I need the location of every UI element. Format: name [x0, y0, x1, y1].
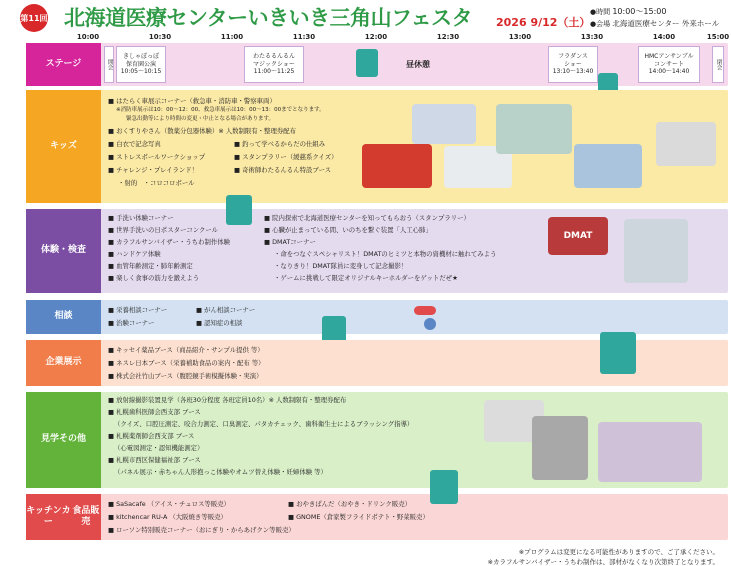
list-item: ■ 奇術師わたるんるん特設ブース — [234, 166, 332, 174]
dental-photo — [598, 422, 702, 482]
mascot-icon — [600, 332, 636, 374]
list-item: ■ スタンプラリー（緩慈系クイズ） — [234, 153, 338, 161]
tick: 12:00 — [364, 33, 388, 41]
tick: 13:00 — [508, 33, 532, 41]
footer-note: ※プログラムは変更になる可能性がありますので、ご了承ください。 — [518, 548, 719, 556]
list-item: ■ kitchencar RU-A （大阪焼き等販売） — [108, 513, 227, 521]
list-item: ■ GNOME（倉家製フライドポテト・野菜販売） — [288, 513, 429, 521]
tick: 15:00 — [706, 33, 730, 41]
activity-photo — [496, 104, 572, 154]
list-item: ■ 心臓が止まっている間、いのちを繋ぐ装置「人工心肺」 — [264, 226, 432, 234]
xray-photo — [532, 416, 588, 480]
footer-note: ※カラフルサンバイザー・うちわ制作は、部材がなくなり次第終了となります。 — [487, 558, 719, 566]
capsule-icon — [414, 306, 436, 315]
activity-photo — [656, 122, 716, 166]
tick: 13:30 — [580, 33, 604, 41]
list-item: ■ 札幌薬剤師会西支部 ブース — [108, 432, 195, 440]
kitchen-label: キッチンカー 食品販売 — [26, 494, 101, 540]
stage-event: フラダンス ショー 13:10〜13:40 — [548, 46, 598, 83]
list-item: ■ DMATコーナー — [264, 238, 316, 246]
tick: 14:00 — [652, 33, 676, 41]
tick: 11:00 — [220, 33, 244, 41]
time-info: ●時間 10:00〜15:00 — [590, 7, 667, 16]
list-item: ■ はたらく車展示コーナー（救急車・消防車・警察車両） — [108, 97, 276, 105]
list-item: ■ 株式会社竹山ブース（腹腔鏡手術模擬体験・実演） — [108, 372, 263, 380]
list-item: ■ カラフルサンバイザー・うちわ制作体験 — [108, 238, 231, 246]
list-item: ■ 手洗い体験コーナー — [108, 214, 174, 222]
list-item: ・ゲームに挑戦して限定オリジナルキーホルダーをゲットだぜ★ — [274, 274, 458, 282]
list-item: ■ チャレンジ・プレイランド！ — [108, 166, 199, 174]
list-item: ■ 治験コーナー — [108, 319, 155, 327]
stage-label: ステージ — [26, 43, 101, 86]
list-item: ■ キッセイ薬品ブース（商品紹介・サンプル提供 等） — [108, 346, 264, 354]
list-item: ■ 世界手洗いの日ポスターコンクール — [108, 226, 219, 234]
list-item: ■ 放射線撮影装置見学（各班30分程度 各班定員10名）※ 人数制限有・整理券配布 — [108, 396, 347, 404]
list-item: ■ SaSacafe （アイス・チュロス等販売） — [108, 500, 230, 508]
opening-box: 開会 — [104, 46, 114, 83]
timeline — [58, 33, 730, 43]
stage-event: HMCアンサンブル コンサート 14:00〜14:40 — [638, 46, 700, 83]
tick: 10:30 — [148, 33, 172, 41]
list-item: ※消防車展示は10：00〜12：00、救急車展示は10：00〜13：00までとなります。 — [116, 107, 325, 113]
list-item: ・射的 ・コロコロボール — [118, 179, 195, 187]
edition-badge: 第11回 — [20, 4, 48, 32]
list-item: ■ ハンドケア体験 — [108, 250, 161, 258]
list-item: ・なりきり！DMAT隊員に変身して記念撮影！ — [274, 262, 408, 270]
tick: 12:30 — [436, 33, 460, 41]
list-item: ■ 札幌歯科医師会西支部 ブース — [108, 408, 201, 416]
police-car-photo — [412, 104, 476, 144]
list-item: ■ 血管年齢測定・肺年齢測定 — [108, 262, 193, 270]
stage-event: きしゃぽっぽ 保育園公演 10:05〜10:15 — [116, 46, 166, 83]
list-item: ■ おやきぱんだ（おやき・ドリンク販売） — [288, 500, 411, 508]
dmat-photo: DMAT — [548, 217, 608, 255]
device-photo — [624, 219, 688, 283]
list-item: ■ おくすりやさん（散薬分包器体験）※ 人数制限有・整理券配布 — [108, 127, 297, 135]
tour-row — [26, 392, 728, 488]
stage-event: わたるるんるん マジックショー 11:00〜11:25 — [244, 46, 304, 83]
kids-label: キッズ — [26, 90, 101, 203]
closing-box: 閉会 — [712, 46, 724, 83]
kids-row — [26, 90, 728, 203]
tick: 11:30 — [292, 33, 316, 41]
company-row — [26, 340, 728, 386]
mascot-icon — [226, 195, 252, 225]
place-info: ●会場 北海道医療センター 外来ホール — [590, 19, 720, 28]
mascot-icon — [356, 49, 378, 77]
tour-label: 見学 その他 — [26, 392, 101, 488]
list-item: （クイズ、口腔圧測定、咬合力測定、口臭測定、パタカチェック、歯科衛生士によるブラッシング指導） — [114, 420, 414, 428]
list-item: ■ 院内探索で北海道医療センターを知ってもらおう（スタンプラリー） — [264, 214, 470, 222]
list-item: ■ 楽しく食事の筋力を鍛えよう — [108, 274, 200, 282]
list-item: ■ ローソン特別販売コーナー（おにぎり・からあげクン等販売） — [108, 526, 295, 534]
company-label: 企業展示 — [26, 340, 101, 386]
list-item: ■ がん相談コーナー — [196, 306, 256, 314]
list-item: ■ 白衣で記念写真 — [108, 140, 161, 148]
list-item: ・命をつなぐスペシャリスト！DMATのヒミツと本物の資機材に触れてみよう — [274, 250, 497, 258]
pill-icon — [424, 318, 436, 330]
list-item: （心電図測定・認知機能測定） — [114, 444, 204, 452]
event-date: 2026 9/12（土） — [496, 16, 591, 29]
tick: 10:00 — [76, 33, 100, 41]
consult-label: 相談 — [26, 300, 101, 334]
activity-photo — [574, 144, 642, 188]
experience-row — [26, 209, 728, 293]
list-item: 緊急出動等により時間の変更・中止となる場合があります。 — [126, 116, 275, 122]
list-item: ■ 釣って学べるからだの仕組み — [234, 140, 326, 148]
kitchen-row — [26, 494, 728, 540]
lunch-break: 昼休憩 — [406, 60, 430, 69]
list-item: （パネル展示・赤ちゃん人形抱っこ体験やオムツ替え体験・妊婦体験 等） — [114, 468, 327, 476]
consult-row — [26, 300, 728, 334]
list-item: ■ 札幌市西区保健福祉部 ブース — [108, 456, 201, 464]
list-item: ■ ストレスボールワークショップ — [108, 153, 206, 161]
experience-label: 体験・検査 — [26, 209, 101, 293]
list-item: ■ ネスレ日本ブース（栄養補助食品の案内・配布 等） — [108, 359, 265, 367]
list-item: ■ 栄養相談コーナー — [108, 306, 168, 314]
mascot-icon — [430, 470, 458, 504]
page-title: 北海道医療センターいきいき三角山フェスタ — [64, 6, 473, 30]
stage-row — [26, 43, 728, 86]
list-item: ■ 認知症の相談 — [196, 319, 243, 327]
fire-truck-photo — [362, 144, 432, 188]
